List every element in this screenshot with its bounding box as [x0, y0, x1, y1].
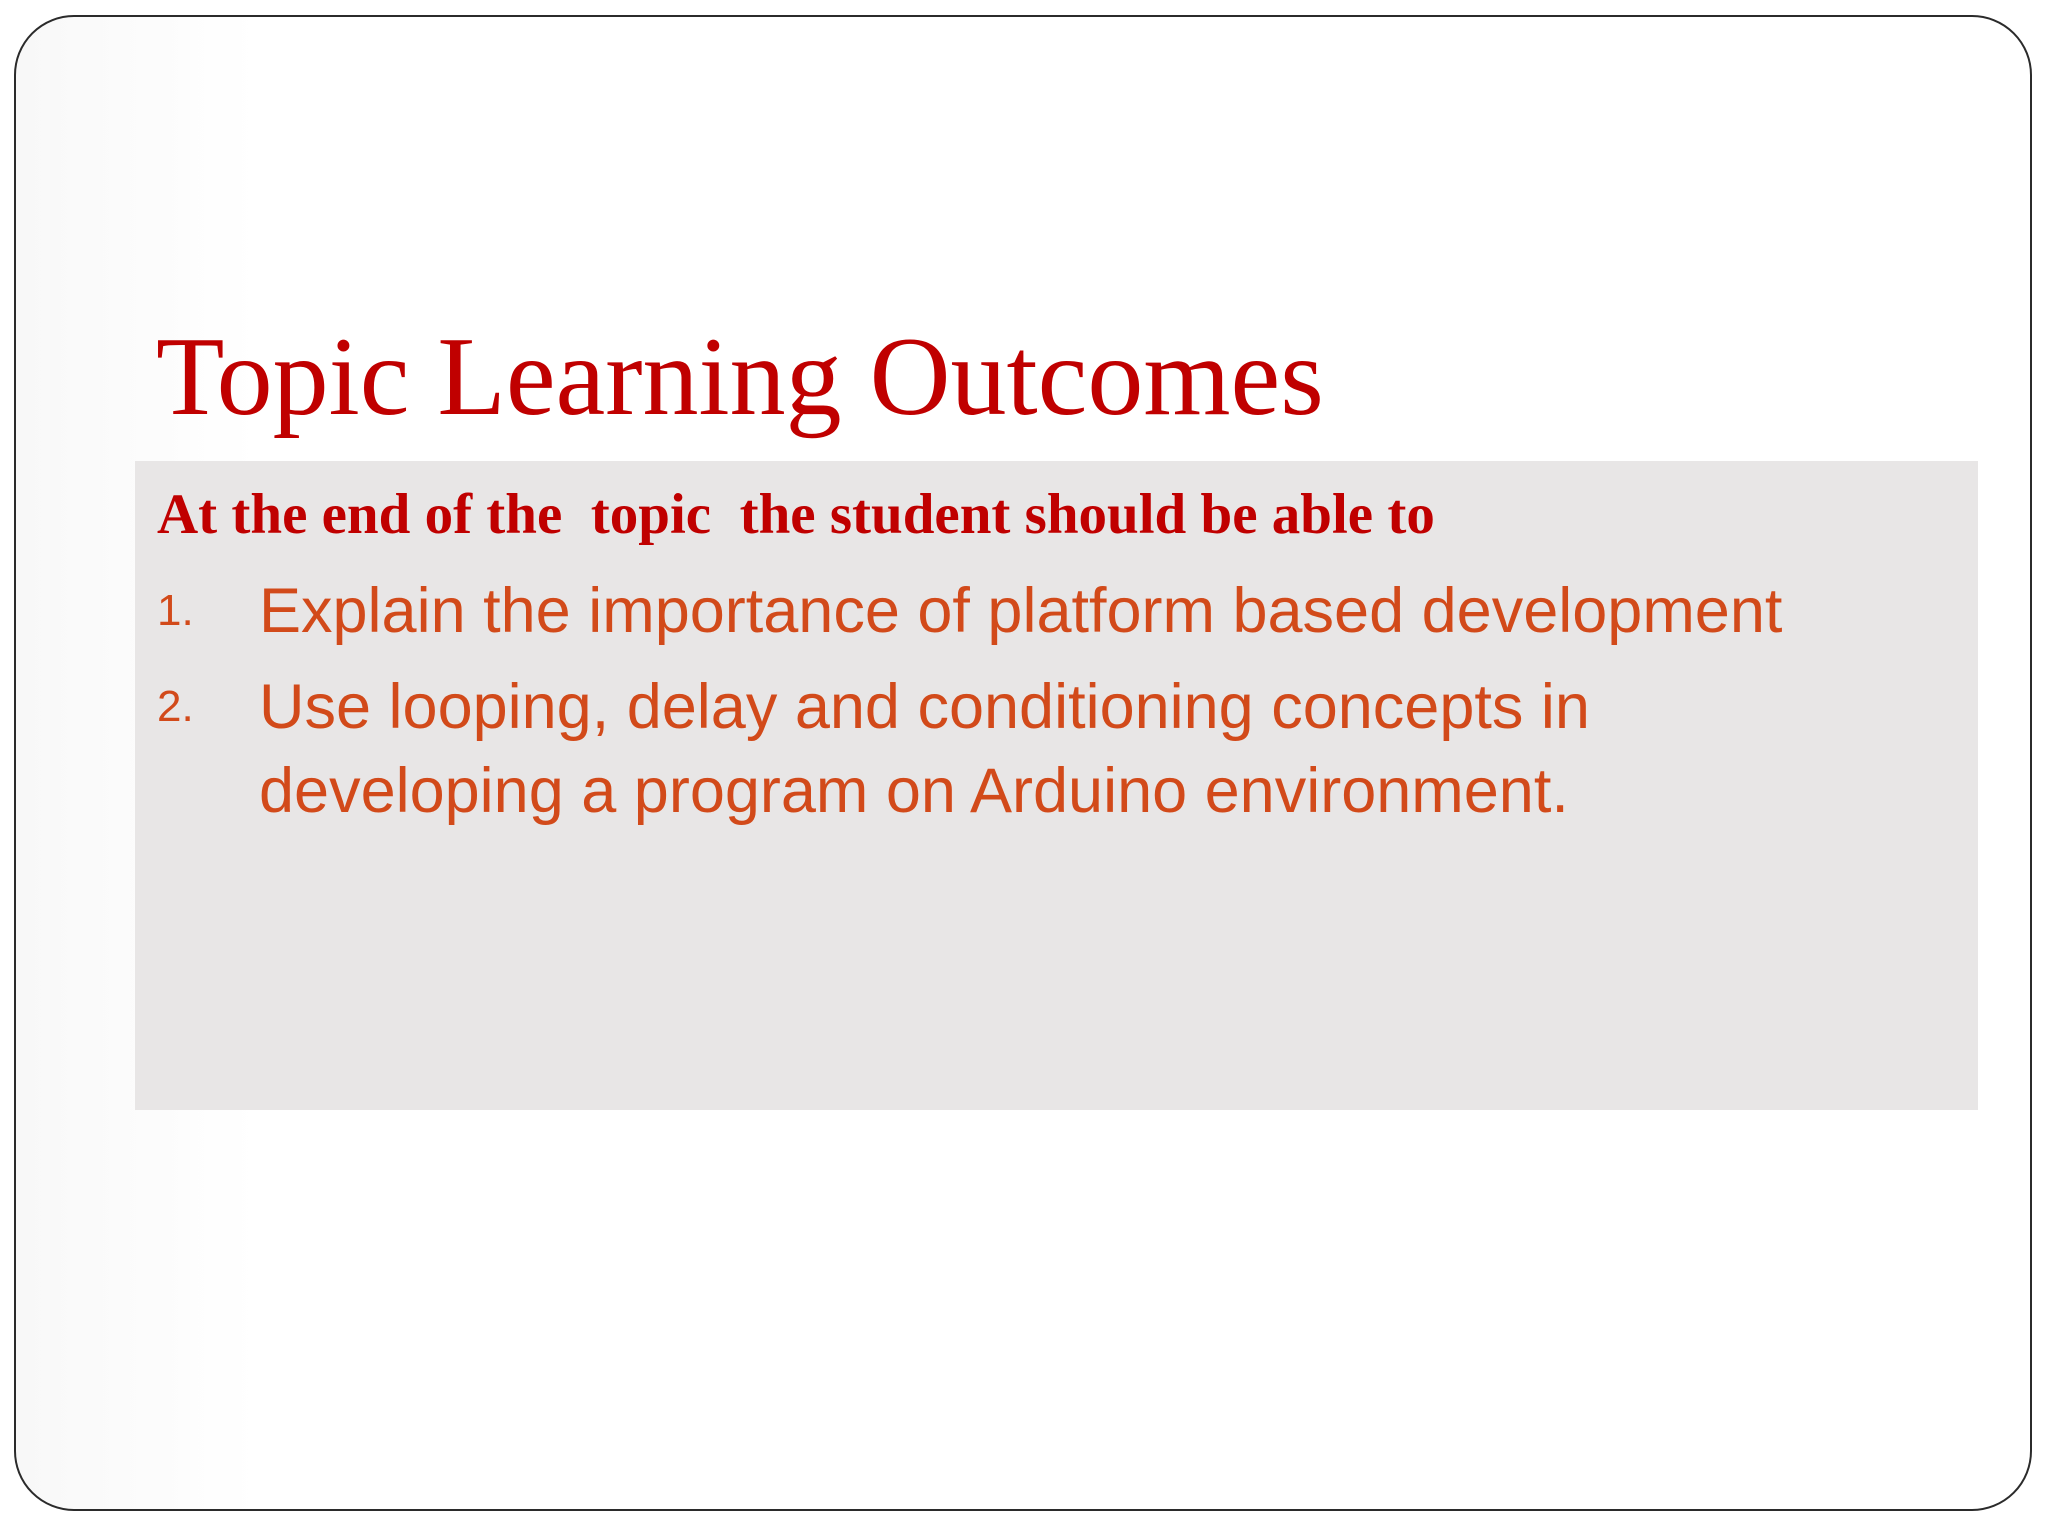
outcome-text: Explain the importance of platform based development	[259, 576, 1783, 646]
learning-outcomes-box	[135, 461, 1978, 1110]
intro-statement: At the end of the topic the student should be able to	[157, 483, 1435, 546]
outcome-number: 1.	[157, 586, 194, 635]
outcome-text: Use looping, delay and conditioning concepts in developing a program on Arduino environment.	[259, 672, 1590, 826]
outcome-item	[157, 569, 1957, 653]
slide-frame	[14, 15, 2032, 1511]
outcome-number: 2.	[157, 682, 194, 731]
outcome-list	[157, 569, 1957, 845]
slide-title: Topic Learning Outcomes	[156, 315, 1324, 439]
outcome-item	[157, 665, 1957, 833]
